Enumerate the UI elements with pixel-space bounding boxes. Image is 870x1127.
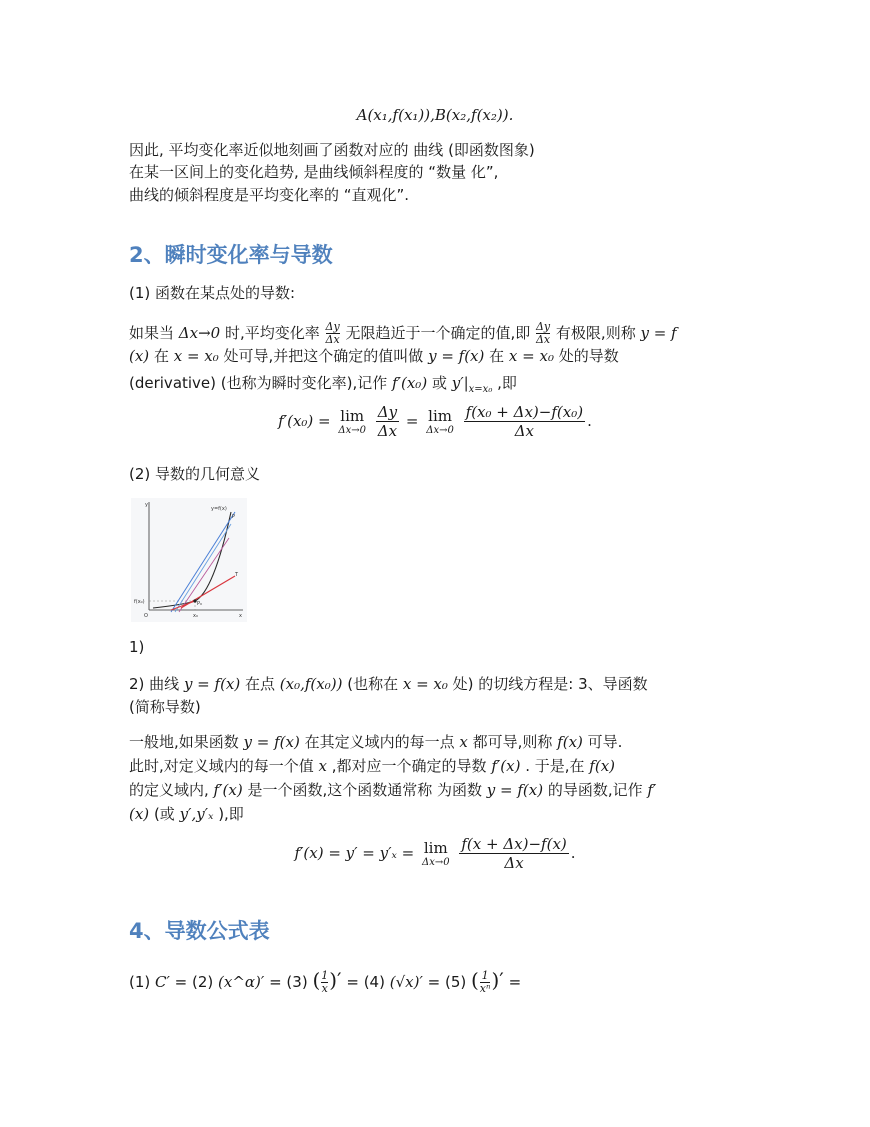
text: 时,平均变化率: [220, 324, 325, 342]
formula-lhs: f′(x₀) =: [278, 412, 331, 430]
math: f′(x₀): [392, 374, 428, 392]
frac-den: Δx: [514, 422, 534, 440]
equals: =: [405, 412, 419, 430]
text: (4): [363, 973, 390, 991]
text: 无限趋近于一个确定的值,即: [340, 324, 535, 342]
math-subscript: x=x₀: [468, 384, 493, 395]
paren: (: [312, 968, 321, 992]
text: 一般地,如果函数: [129, 733, 244, 751]
math: y = f(x): [243, 733, 300, 751]
text: 如果当: [129, 324, 179, 342]
text: 处) 的切线方程是: 3、导函数: [447, 675, 648, 693]
frac-num: Δy: [535, 320, 551, 333]
text: 此时,对定义域内的每一个值: [129, 757, 319, 775]
derived-function-line-2: [129, 756, 615, 776]
figure-caption: 1): [129, 638, 145, 656]
period: .: [570, 844, 576, 862]
math: y′|: [451, 374, 469, 392]
math: (x): [129, 805, 150, 823]
tangent-graph: [131, 498, 247, 622]
limit-operator: [426, 407, 454, 437]
math: y = f(x): [428, 347, 485, 365]
difference-quotient: [459, 835, 568, 872]
secant-line-3: [179, 538, 229, 612]
text: 在: [149, 347, 174, 365]
text: (2): [192, 973, 219, 991]
frac-num: f(x + Δx)−f(x): [461, 835, 567, 853]
derived-function-line-1: [129, 732, 622, 752]
text: ),即: [213, 805, 244, 823]
math: y = f(x): [486, 781, 544, 799]
points-formula-text: A(x₁,f(x₁)),B(x₂,f(x₂)).: [356, 106, 514, 124]
math: f(x): [589, 757, 616, 775]
frac-den: xⁿ: [479, 982, 491, 995]
curve-label: y=f(x): [211, 506, 227, 512]
text: 处可导,并把这个确定的值叫做: [218, 347, 429, 365]
math: Δx→0: [178, 324, 221, 342]
text: 处的导数: [553, 347, 619, 365]
limit-operator: [338, 407, 366, 437]
math: f′(x): [491, 757, 521, 775]
text: 是一个函数,这个函数通常称 为函数: [242, 781, 487, 799]
math: y = f(x): [183, 675, 241, 693]
lim-subscript: Δx→0: [421, 856, 450, 868]
definition-line-1: [129, 318, 677, 348]
math: y′,y′ₓ: [179, 805, 214, 823]
y-axis-label: y: [145, 502, 148, 508]
derived-function-formula: [0, 835, 870, 872]
text: (1): [129, 973, 156, 991]
subsection-2: (2) 导数的几何意义: [129, 465, 261, 483]
text: 可导.: [582, 733, 623, 751]
fraction-dy-dx: [376, 403, 399, 440]
fraction-dy-dx: [536, 321, 550, 346]
intro-line-2: 在某一区间上的变化趋势, 是曲线倾斜程度的 “数量 化”,: [129, 163, 499, 181]
limit-operator: [422, 839, 450, 869]
math: x = x₀: [402, 675, 448, 693]
text: (也称在: [342, 675, 403, 693]
frac-den: Δx: [377, 422, 398, 440]
text: 在点: [240, 675, 280, 693]
intro-line-3: 曲线的倾斜程度是平均变化率的 “直观化”.: [129, 186, 410, 204]
text: ,都对应一个确定的导数: [327, 757, 492, 775]
definition-line-3: [129, 373, 517, 400]
text: 在其定义域内的每一点: [299, 733, 460, 751]
point-p-label: P: [232, 514, 236, 520]
fx0-label: f(x₀): [134, 599, 145, 605]
fraction-dy-dx: [326, 321, 340, 346]
text: (5): [444, 973, 471, 991]
derived-function-line-3: [129, 780, 656, 800]
derived-function-line-4: [129, 804, 244, 824]
formula-table-row: [129, 963, 521, 999]
math: x: [318, 757, 328, 775]
tangent-line-text-2: (简称导数): [129, 698, 201, 716]
definition-line-2: [129, 346, 619, 366]
lim-subscript: Δx→0: [338, 424, 367, 436]
math: x = x₀: [508, 347, 554, 365]
equals: =: [264, 973, 287, 991]
subsection-1: (1) 函数在某点处的导数:: [129, 284, 296, 302]
tangent-line-figure: [131, 498, 247, 622]
frac-num: 1: [321, 969, 329, 982]
frac-den: Δx: [325, 333, 340, 346]
points-formula: [0, 106, 870, 124]
text: 或: [427, 374, 452, 392]
math: f(x): [557, 733, 583, 751]
math: y = f: [640, 324, 677, 342]
math: (√x)′: [389, 973, 423, 991]
paren: )′: [329, 968, 342, 992]
x0-label: x₀: [193, 613, 198, 619]
lim-word: lim: [428, 406, 452, 425]
secant-line-1: [171, 512, 235, 612]
fraction-1-over-x: [321, 970, 328, 995]
formula-lhs: f′(x) = y′ = y′ₓ =: [294, 844, 415, 862]
equals: =: [503, 973, 522, 991]
point-t-label: T: [235, 572, 239, 578]
frac-num: f(x₀ + Δx)−f(x₀): [465, 403, 584, 421]
secant-line-2: [175, 524, 231, 612]
origin-label: O: [144, 613, 148, 619]
equals: =: [422, 973, 445, 991]
p0-label: P₀: [197, 601, 203, 607]
text: (3): [286, 973, 313, 991]
math: f′: [647, 781, 657, 799]
derivative-formula: [0, 403, 870, 440]
math: (x): [129, 347, 150, 365]
lim-word: lim: [340, 406, 365, 425]
frac-den: x: [321, 982, 328, 995]
math: f′(x): [213, 781, 243, 799]
text: 在: [484, 347, 509, 365]
section-heading-4: 4、导数公式表: [129, 919, 270, 943]
math: x = x₀: [173, 347, 219, 365]
lim-subscript: Δx→0: [426, 424, 454, 436]
text: 的定义域内,: [129, 781, 214, 799]
difference-quotient: [464, 403, 585, 440]
math: (x^α)′: [218, 973, 265, 991]
tangent-line-text: [129, 674, 648, 694]
frac-den: Δx: [535, 333, 551, 346]
text: (derivative) (也称为瞬时变化率),记作: [129, 374, 393, 392]
frac-den: Δx: [504, 854, 524, 872]
paren: (: [470, 968, 479, 992]
x-axis-label: x: [239, 613, 242, 619]
math: (x₀,f(x₀)): [279, 675, 343, 693]
text: 的导函数,记作: [543, 781, 648, 799]
frac-num: Δy: [325, 320, 340, 333]
lim-word: lim: [423, 838, 448, 857]
frac-num: Δy: [377, 403, 398, 421]
equals: =: [341, 973, 364, 991]
period: .: [587, 412, 592, 430]
text: 都可导,则称: [467, 733, 558, 751]
equals: =: [169, 973, 193, 991]
text: . 于是,在: [520, 757, 590, 775]
frac-num: 1: [481, 969, 489, 982]
curve: [153, 512, 231, 608]
text: (或: [149, 805, 180, 823]
math: x: [459, 733, 468, 751]
fraction-1-over-xn: [480, 970, 491, 995]
text: ,即: [492, 374, 517, 392]
text: 2) 曲线: [129, 675, 184, 693]
intro-line-1: 因此, 平均变化率近似地刻画了函数对应的 曲线 (即函数图象): [129, 141, 535, 159]
section-heading-2: 2、瞬时变化率与导数: [129, 243, 333, 267]
text: 有极限,则称: [551, 324, 641, 342]
paren: )′: [491, 968, 504, 992]
math: C′: [155, 973, 170, 991]
